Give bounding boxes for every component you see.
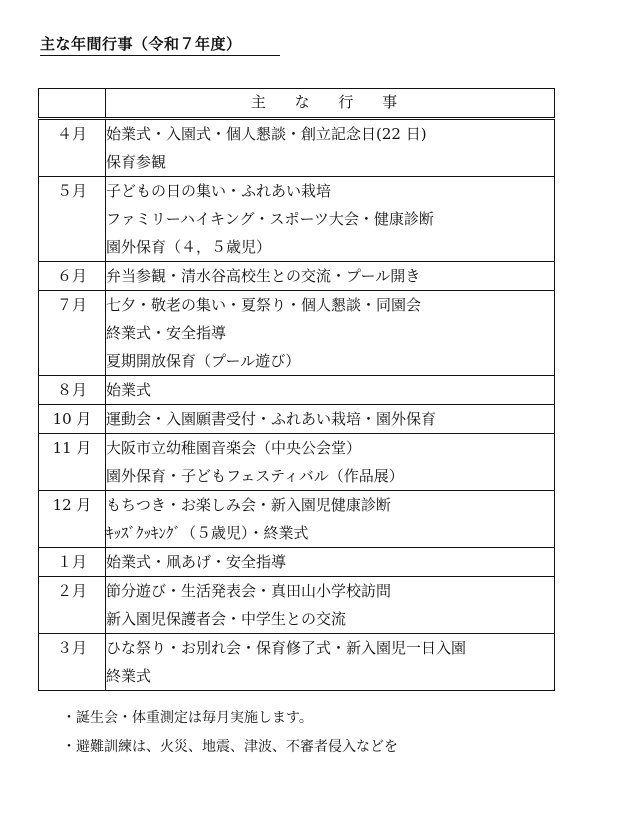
event-line: 運動会・入園願書受付・ふれあい栽培・園外保育: [106, 410, 437, 428]
table-row: [39, 376, 555, 405]
event-line: 園外保育・子どもフェスティバル（作品展）: [106, 467, 404, 485]
event-line: 始業式・凧あげ・安全指導: [106, 553, 287, 571]
notes: [62, 704, 398, 762]
month-cell: ３月: [39, 634, 106, 691]
table-row: [39, 291, 555, 376]
table-row: [39, 119, 555, 177]
event-line: 園外保育（４，５歳児）: [106, 238, 272, 256]
table-row: [39, 434, 555, 491]
event-line: ｷｯｽﾞｸｯｷﾝｸﾞ（５歳児）・終業式: [106, 524, 309, 542]
events-cell: [106, 291, 555, 376]
event-line: もちつき・お楽しみ会・新入園児健康診断: [106, 496, 391, 514]
month-cell: 12 月: [39, 491, 106, 548]
month-cell: ８月: [39, 376, 106, 405]
month-cell: ２月: [39, 577, 106, 634]
events-cell: [106, 376, 555, 405]
month-cell: ４月: [39, 119, 106, 177]
month-cell: ７月: [39, 291, 106, 376]
event-line: 始業式・入園式・個人懇談・創立記念日(22 日): [106, 125, 427, 143]
header-month-cell: [39, 89, 106, 119]
note-line: ・避難訓練は、火災、地震、津波、不審者侵入などを: [62, 739, 398, 755]
month-cell: １月: [39, 548, 106, 577]
event-line: 新入園児保護者会・中学生との交流: [106, 610, 347, 628]
events-cell: [106, 434, 555, 491]
event-line: 終業式: [106, 667, 152, 685]
event-line: 保育参観: [106, 153, 167, 171]
title-underline: [40, 55, 280, 56]
events-cell: [106, 405, 555, 434]
event-line: ひな祭り・お別れ会・保育修了式・新入園児一日入園: [106, 639, 467, 657]
table-row: [39, 634, 555, 691]
note-line: ・誕生会・体重測定は毎月実施します。: [62, 710, 313, 726]
event-line: 弁当参観・清水谷高校生との交流・プール開き: [106, 267, 421, 285]
table-row: [39, 405, 555, 434]
events-cell: [106, 119, 555, 177]
event-line: 七夕・敬老の集い・夏祭り・個人懇談・同園会: [106, 296, 422, 314]
header-events-cell: 主 な 行 事: [106, 89, 555, 119]
table-row: [39, 177, 555, 262]
month-cell: 10 月: [39, 405, 106, 434]
event-line: 始業式: [106, 381, 152, 399]
events-table: [38, 88, 555, 691]
table-row: [39, 262, 555, 291]
table-header-row: [39, 89, 555, 119]
document-title: 主な年間行事（令和７年度）: [40, 35, 242, 53]
month-cell: ６月: [39, 262, 106, 291]
table-row: [39, 577, 555, 634]
event-line: ファミリーハイキング・スポーツ大会・健康診断: [106, 210, 434, 228]
event-line: 節分遊び・生活発表会・真田山小学校訪問: [106, 582, 392, 600]
month-cell: 11 月: [39, 434, 106, 491]
events-cell: [106, 634, 555, 691]
month-cell: ５月: [39, 177, 106, 262]
events-cell: [106, 491, 555, 548]
events-cell: [106, 548, 555, 577]
events-table-body: [39, 89, 555, 691]
table-row: [39, 491, 555, 548]
table-row: [39, 548, 555, 577]
events-cell: [106, 577, 555, 634]
events-cell: [106, 262, 555, 291]
event-line: 終業式・安全指導: [106, 324, 227, 342]
event-line: 夏期開放保育（プール遊び）: [106, 352, 301, 370]
events-cell: [106, 177, 555, 262]
event-line: 大阪市立幼稚園音楽会（中央公会堂）: [106, 439, 362, 457]
event-line: 子どもの日の集い・ふれあい栽培: [106, 182, 332, 200]
